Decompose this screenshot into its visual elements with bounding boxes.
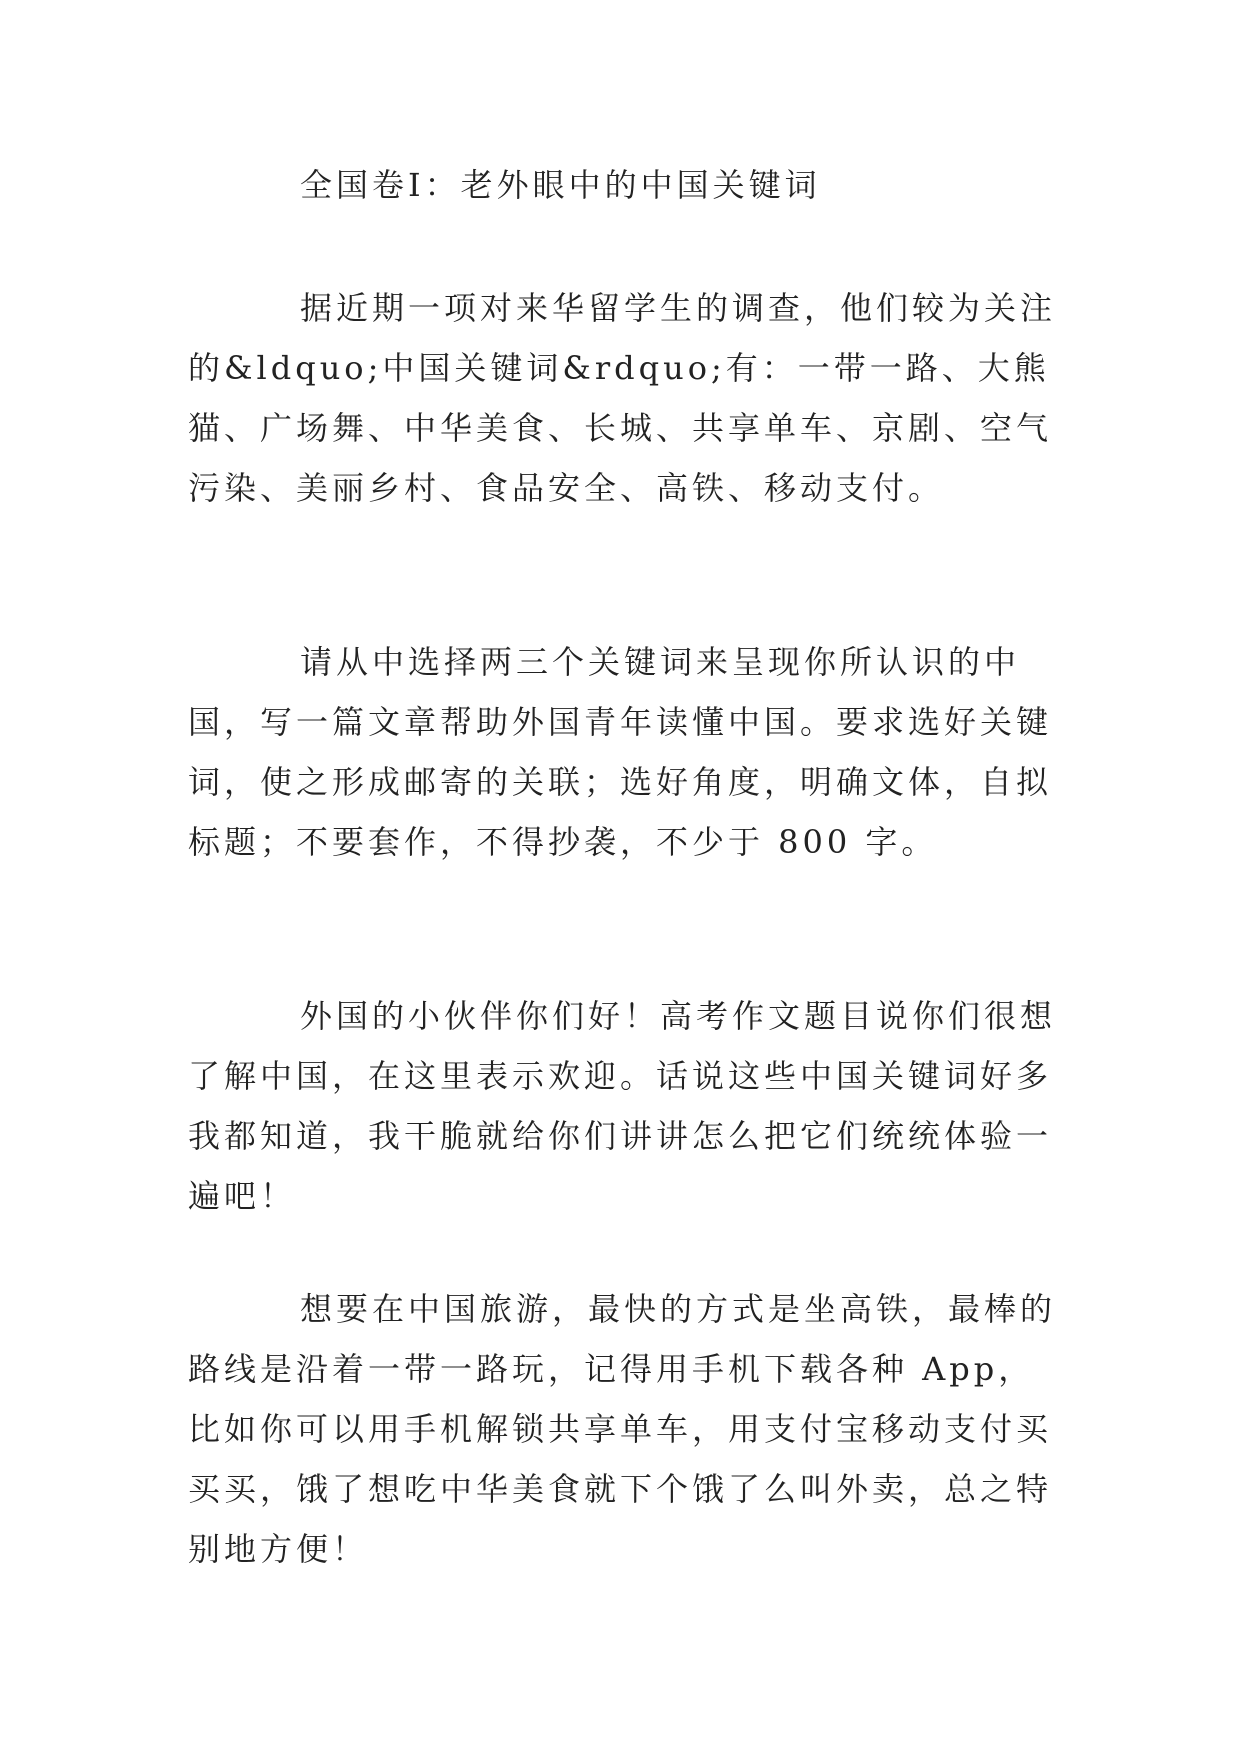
paragraph-survey: 据近期一项对来华留学生的调查，他们较为关注的&ldquo;中国关键词&rdquo;有：一带一路、大熊猫、广场舞、中华美食、长城、共享单车、京剧、空气污染、美丽乡村、食品安全、高铁、移动支付。 xyxy=(188,289,1057,507)
paragraph-travel: 想要在中国旅游，最快的方式是坐高铁，最棒的路线是沿着一带一路玩，记得用手机下载各种 App，比如你可以用手机解锁共享单车，用支付宝移动支付买买买，饿了想吃中华美食就下个饿了么叫外卖，总之特别地方便！ xyxy=(188,1290,1057,1568)
document-title: 全国卷Ⅰ：老外眼中的中国关键词 xyxy=(300,166,821,204)
paragraph-requirements: 请从中选择两三个关键词来呈现你所认识的中国，写一篇文章帮助外国青年读懂中国。要求选好关键词，使之形成邮寄的关联；选好角度，明确文体，自拟标题；不要套作，不得抄袭，不少于 800 字。 xyxy=(188,643,1053,861)
paragraph-greeting: 外国的小伙伴你们好！高考作文题目说你们很想了解中国，在这里表示欢迎。话说这些中国关键词好多我都知道，我干脆就给你们讲讲怎么把它们统统体验一遍吧！ xyxy=(188,997,1057,1215)
